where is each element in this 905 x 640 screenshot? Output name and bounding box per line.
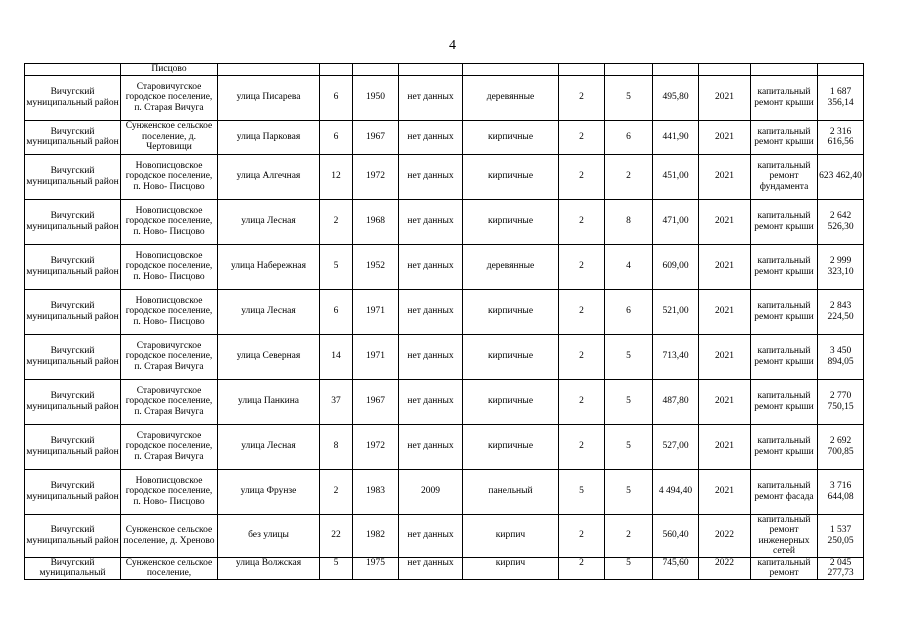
year-built-cell: 1968 <box>353 199 399 244</box>
area-cell: 451,00 <box>653 154 699 199</box>
table-row <box>25 379 864 424</box>
cost-cell: 1 537 250,05 <box>818 514 864 557</box>
repair-type-cell: капитальный ремонт фасада <box>751 469 818 514</box>
settlement-cell: Новописцовское городское поселение, п. Ново- Писцово <box>121 469 218 514</box>
apartments-cell: 4 <box>605 244 653 289</box>
district-cell: Вичугский муниципальный район <box>25 199 121 244</box>
district-cell: Вичугский муниципальный район <box>25 120 121 154</box>
table-row <box>25 154 864 199</box>
year-built-cell: 1972 <box>353 154 399 199</box>
table-row <box>25 289 864 334</box>
area-cell: 745,60 <box>653 557 699 579</box>
last-overhaul-cell: нет данных <box>399 120 463 154</box>
settlement-cell: Старовичугское городское поселение, п. Старая Вичуга <box>121 379 218 424</box>
settlement-cell: Новописцовское городское поселение, п. Ново- Писцово <box>121 154 218 199</box>
cost-cell: 623 462,40 <box>818 154 864 199</box>
settlement-cell: Сунженское сельское поселение, <box>121 557 218 579</box>
area-cell: 487,80 <box>653 379 699 424</box>
district-cell: Вичугский муниципальный район <box>25 289 121 334</box>
repair-type-cell: капитальный ремонт <box>751 557 818 579</box>
apartments-cell: 5 <box>605 379 653 424</box>
table-row <box>25 424 864 469</box>
table-row <box>25 469 864 514</box>
house-number-cell: 6 <box>320 120 353 154</box>
floors-cell: 2 <box>559 557 605 579</box>
house-number-cell: 6 <box>320 289 353 334</box>
street-cell: без улицы <box>218 514 320 557</box>
table-row-continuation <box>25 64 864 76</box>
settlement-cell: Старовичугское городское поселение, п. Старая Вичуга <box>121 334 218 379</box>
apartments-cell: 6 <box>605 120 653 154</box>
wall-material-cell: деревянные <box>463 244 559 289</box>
district-cell: Вичугский муниципальный район <box>25 244 121 289</box>
district-cell: Вичугский муниципальный район <box>25 334 121 379</box>
repair-type-cell: капитальный ремонт крыши <box>751 75 818 120</box>
plan-year-cell: 2021 <box>699 334 751 379</box>
house-number-cell: 6 <box>320 75 353 120</box>
settlement-cell: Писцово <box>121 64 218 76</box>
floors-cell: 2 <box>559 244 605 289</box>
year-built-cell: 1971 <box>353 334 399 379</box>
street-cell: улица Волжская <box>218 557 320 579</box>
settlement-cell: Новописцовское городское поселение, п. Ново- Писцово <box>121 289 218 334</box>
year-built-cell: 1975 <box>353 557 399 579</box>
wall-material-cell: кирпичные <box>463 379 559 424</box>
last-overhaul-cell: нет данных <box>399 379 463 424</box>
settlement-cell: Старовичугское городское поселение, п. Старая Вичуга <box>121 424 218 469</box>
table-row <box>25 557 864 579</box>
apartments-cell: 5 <box>605 557 653 579</box>
last-overhaul-cell: нет данных <box>399 244 463 289</box>
street-cell: улица Лесная <box>218 424 320 469</box>
street-cell: улица Лесная <box>218 289 320 334</box>
area-cell: 560,40 <box>653 514 699 557</box>
area-cell: 471,00 <box>653 199 699 244</box>
wall-material-cell: деревянные <box>463 75 559 120</box>
wall-material-cell: кирпичные <box>463 199 559 244</box>
area-cell: 441,90 <box>653 120 699 154</box>
repair-type-cell: капитальный ремонт крыши <box>751 424 818 469</box>
year-built-cell: 1950 <box>353 75 399 120</box>
settlement-cell: Новописцовское городское поселение, п. Ново- Писцово <box>121 199 218 244</box>
repair-type-cell: капитальный ремонт крыши <box>751 244 818 289</box>
street-cell: улица Алгечная <box>218 154 320 199</box>
house-number-cell: 14 <box>320 334 353 379</box>
wall-material-cell: кирпичные <box>463 120 559 154</box>
district-cell: Вичугский муниципальный <box>25 557 121 579</box>
settlement-cell: Новописцовское городское поселение, п. Ново- Писцово <box>121 244 218 289</box>
house-number-cell: 22 <box>320 514 353 557</box>
area-cell: 521,00 <box>653 289 699 334</box>
floors-cell: 2 <box>559 514 605 557</box>
housing-repair-table <box>24 63 864 580</box>
table-body <box>25 64 864 580</box>
district-cell: Вичугский муниципальный район <box>25 424 121 469</box>
wall-material-cell: кирпичные <box>463 289 559 334</box>
floors-cell: 2 <box>559 424 605 469</box>
street-cell: улица Лесная <box>218 199 320 244</box>
street-cell: улица Панкина <box>218 379 320 424</box>
year-built-cell: 1967 <box>353 379 399 424</box>
repair-type-cell: капитальный ремонт крыши <box>751 289 818 334</box>
floors-cell: 2 <box>559 199 605 244</box>
cost-cell: 2 045 277,73 <box>818 557 864 579</box>
plan-year-cell: 2021 <box>699 424 751 469</box>
wall-material-cell: кирпич <box>463 514 559 557</box>
floors-cell: 5 <box>559 469 605 514</box>
street-cell: улица Северная <box>218 334 320 379</box>
settlement-cell: Сунженское сельское поселение, д. Чертовищи <box>121 120 218 154</box>
repair-type-cell: капитальный ремонт крыши <box>751 120 818 154</box>
house-number-cell: 2 <box>320 469 353 514</box>
table-row <box>25 199 864 244</box>
area-cell: 527,00 <box>653 424 699 469</box>
apartments-cell: 2 <box>605 514 653 557</box>
house-number-cell: 8 <box>320 424 353 469</box>
apartments-cell: 2 <box>605 154 653 199</box>
area-cell: 4 494,40 <box>653 469 699 514</box>
house-number-cell: 5 <box>320 244 353 289</box>
cost-cell: 2 843 224,50 <box>818 289 864 334</box>
plan-year-cell: 2021 <box>699 154 751 199</box>
last-overhaul-cell: нет данных <box>399 154 463 199</box>
cost-cell: 2 999 323,10 <box>818 244 864 289</box>
area-cell: 609,00 <box>653 244 699 289</box>
area-cell: 713,40 <box>653 334 699 379</box>
last-overhaul-cell: нет данных <box>399 334 463 379</box>
settlement-cell: Старовичугское городское поселение, п. Старая Вичуга <box>121 75 218 120</box>
cost-cell: 2 642 526,30 <box>818 199 864 244</box>
plan-year-cell: 2021 <box>699 199 751 244</box>
wall-material-cell: кирпич <box>463 557 559 579</box>
repair-type-cell: капитальный ремонт инженерных сетей <box>751 514 818 557</box>
last-overhaul-cell: 2009 <box>399 469 463 514</box>
floors-cell: 2 <box>559 334 605 379</box>
repair-type-cell: капитальный ремонт крыши <box>751 334 818 379</box>
wall-material-cell: кирпичные <box>463 334 559 379</box>
street-cell: улица Набережная <box>218 244 320 289</box>
floors-cell: 2 <box>559 75 605 120</box>
repair-type-cell: капитальный ремонт крыши <box>751 379 818 424</box>
district-cell: Вичугский муниципальный район <box>25 469 121 514</box>
last-overhaul-cell: нет данных <box>399 514 463 557</box>
house-number-cell: 12 <box>320 154 353 199</box>
last-overhaul-cell: нет данных <box>399 424 463 469</box>
floors-cell: 2 <box>559 154 605 199</box>
last-overhaul-cell: нет данных <box>399 557 463 579</box>
last-overhaul-cell: нет данных <box>399 75 463 120</box>
plan-year-cell: 2021 <box>699 289 751 334</box>
repair-type-cell: капитальный ремонт крыши <box>751 199 818 244</box>
year-built-cell: 1982 <box>353 514 399 557</box>
last-overhaul-cell: нет данных <box>399 289 463 334</box>
floors-cell: 2 <box>559 289 605 334</box>
table-row <box>25 75 864 120</box>
wall-material-cell: панельный <box>463 469 559 514</box>
apartments-cell: 5 <box>605 424 653 469</box>
plan-year-cell: 2021 <box>699 75 751 120</box>
plan-year-cell: 2021 <box>699 120 751 154</box>
floors-cell: 2 <box>559 120 605 154</box>
table-row <box>25 514 864 557</box>
year-built-cell: 1952 <box>353 244 399 289</box>
cost-cell: 3 716 644,08 <box>818 469 864 514</box>
plan-year-cell: 2021 <box>699 244 751 289</box>
table-row <box>25 334 864 379</box>
cost-cell: 2 316 616,56 <box>818 120 864 154</box>
settlement-cell: Сунженское сельское поселение, д. Хреново <box>121 514 218 557</box>
house-number-cell: 5 <box>320 557 353 579</box>
year-built-cell: 1967 <box>353 120 399 154</box>
house-number-cell: 37 <box>320 379 353 424</box>
house-number-cell: 2 <box>320 199 353 244</box>
table-row <box>25 120 864 154</box>
apartments-cell: 5 <box>605 75 653 120</box>
plan-year-cell: 2022 <box>699 514 751 557</box>
cost-cell: 3 450 894,05 <box>818 334 864 379</box>
district-cell: Вичугский муниципальный район <box>25 75 121 120</box>
wall-material-cell: кирпичные <box>463 154 559 199</box>
district-cell: Вичугский муниципальный район <box>25 514 121 557</box>
apartments-cell: 5 <box>605 334 653 379</box>
year-built-cell: 1971 <box>353 289 399 334</box>
cost-cell: 2 770 750,15 <box>818 379 864 424</box>
area-cell: 495,80 <box>653 75 699 120</box>
cost-cell: 2 692 700,85 <box>818 424 864 469</box>
year-built-cell: 1972 <box>353 424 399 469</box>
street-cell: улица Фрунзе <box>218 469 320 514</box>
apartments-cell: 5 <box>605 469 653 514</box>
floors-cell: 2 <box>559 379 605 424</box>
cost-cell: 1 687 356,14 <box>818 75 864 120</box>
plan-year-cell: 2021 <box>699 469 751 514</box>
plan-year-cell: 2022 <box>699 557 751 579</box>
district-cell: Вичугский муниципальный район <box>25 379 121 424</box>
street-cell: улица Парковая <box>218 120 320 154</box>
page-number: 4 <box>449 38 456 53</box>
repair-type-cell: капитальный ремонт фундамента <box>751 154 818 199</box>
table-row <box>25 244 864 289</box>
street-cell: улица Писарева <box>218 75 320 120</box>
wall-material-cell: кирпичные <box>463 424 559 469</box>
year-built-cell: 1983 <box>353 469 399 514</box>
apartments-cell: 8 <box>605 199 653 244</box>
plan-year-cell: 2021 <box>699 379 751 424</box>
last-overhaul-cell: нет данных <box>399 199 463 244</box>
district-cell: Вичугский муниципальный район <box>25 154 121 199</box>
apartments-cell: 6 <box>605 289 653 334</box>
